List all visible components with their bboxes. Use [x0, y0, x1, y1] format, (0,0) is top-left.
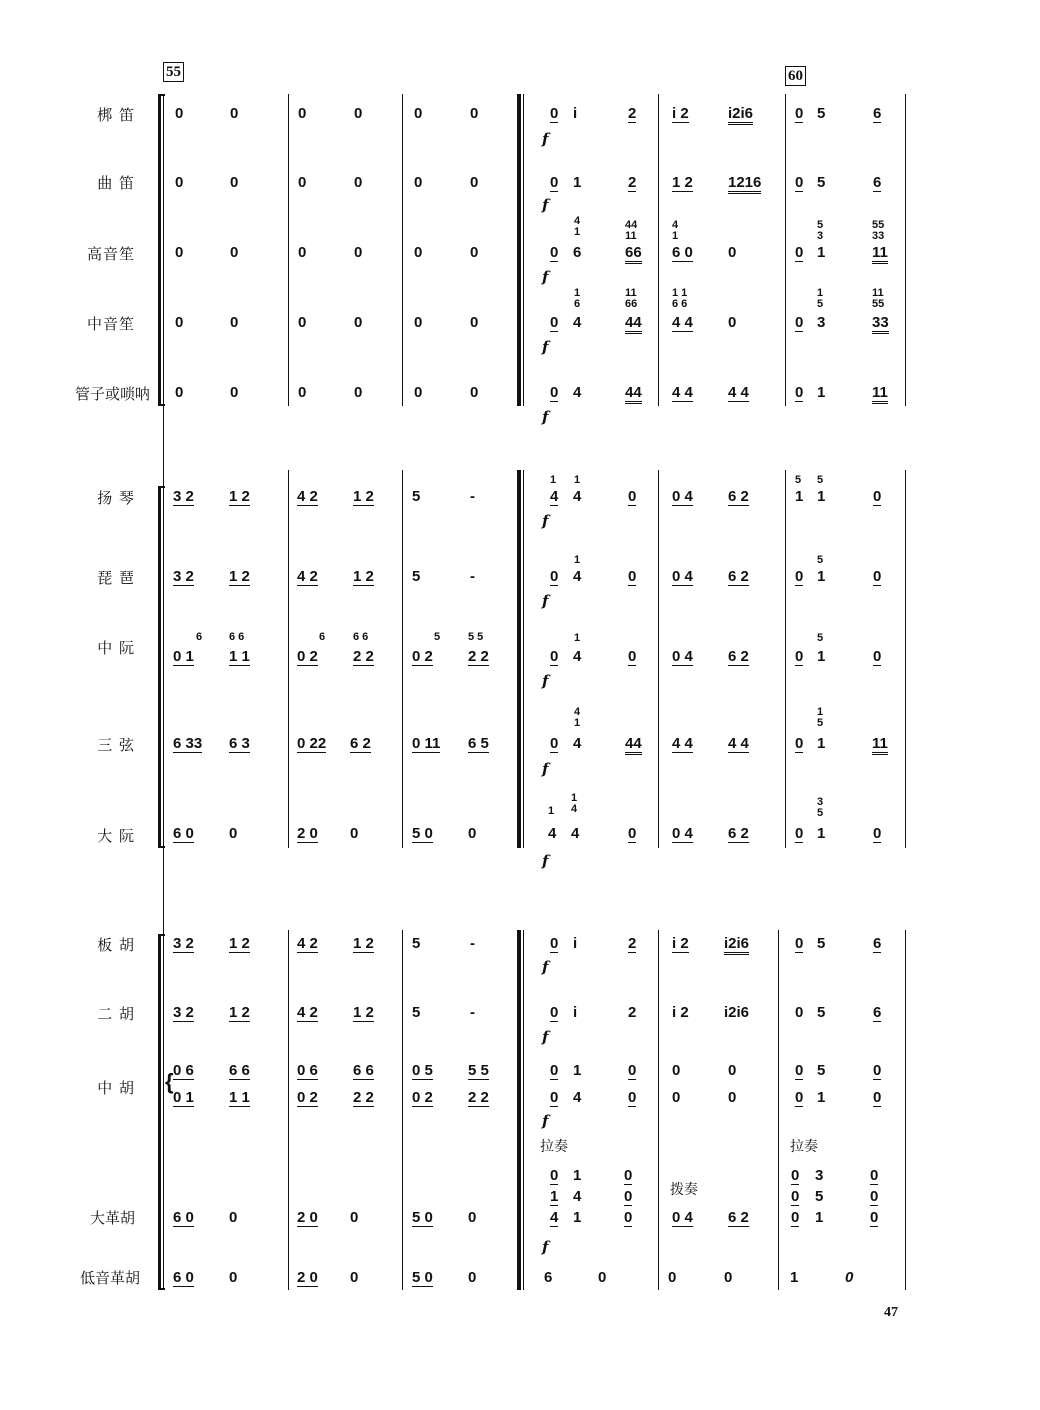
note: 6 3 [229, 735, 250, 752]
note: i 2 [672, 935, 689, 952]
note: 0 6 [173, 1062, 194, 1079]
note: 0 [724, 1269, 733, 1286]
note: 5 [412, 568, 421, 585]
instrument-label-diyingehu: 低音革胡 [79, 1269, 140, 1287]
note: 0 [873, 568, 882, 585]
dynamic-mark: f [542, 592, 549, 610]
note: i2i6 [724, 936, 749, 955]
note: 0 22 [297, 735, 327, 752]
note: 0 [628, 648, 637, 665]
note: 1 [795, 488, 804, 505]
dynamic-mark: f [542, 130, 549, 148]
note: 0 [350, 1269, 359, 1286]
instrument-label-zhonghu: 中 胡 [97, 1079, 135, 1097]
note: 0 [628, 1089, 637, 1106]
note: 11 [872, 245, 888, 264]
note: 6 0 [173, 1269, 194, 1286]
instrument-label-dagehu: 大革胡 [89, 1209, 135, 1227]
note: 0 [550, 1062, 559, 1079]
note: 1 2 [229, 935, 250, 952]
note: 66 [625, 245, 642, 264]
note: 5 [817, 935, 826, 952]
note: 5 [817, 105, 826, 122]
note: 6 [873, 105, 882, 122]
note: - [470, 1004, 475, 1021]
bracket-winds [158, 94, 161, 406]
note: 6 2 [728, 568, 749, 585]
note: 0 [414, 105, 423, 122]
note: 4 [573, 384, 582, 401]
score-page: 55 60 梆 笛 曲 笛 高音笙 中音笙 管子或唢呐 扬 琴 琵 琶 中 阮 三 弦 大 阮 板 胡 二 胡 中 胡 大革胡 低音革胡 0 0 0 0 0 0 0 i 2 i 2 i2i6 0 5 6 f 0 0 0 0 0 0 0 1 2 1 2 1216 0 5 6 f 0 0 0 0 0 0 0 6 66 6 0 0 0 1 11 4 1 44 11 4 1 5 3 55 33 f 0 0 0 0 0 0 0 4 44 4 4 0 0 3 33 1 6 11 66 1 1 6 6 1 5 11 55 f 0 0 0 0 0 0 0 4 44 4 4 4 4 0 1 11 f 3 2 1 2 4 2 1 2 5 - 4 4 0 0 4 6 2 1 1 0 1 1 5 5 f 3 2 1 2 4 2 1 2 5 - 0 4 0 0 4 6 2 0 1 0 1 5 f 0 1 1 1 0 2 2 2 0 2 2 2 0 4 0 0 4 6 2 0 1 0 6 6 6 6 6 6 5 5 5 1 5 f 6 33 6 3 0 22 6 2 0 11 6 5 0 4 44 4 4 4 4 0 1 11 4 1 1 5 f 6 0 0 2 0 0 5 0 0 4 4 0 0 4 6 2 0 1 0 1 1 4 3 5 f 3 2 1 2 4 2 1 2 5 - 0 i 2 i 2 i2i6 0 5 6 f 3 2 1 2 4 2 1 2 5 - 0 i 2 i 2 i2i6 0 5 6 f { 0 6 6 6 0 6 6 6 0 5 5 5 0 1 0 0 0 0 5 0 0 1 1 1 0 2 2 2 0 2 2 2 0 4 0 0 0 0 1 0 f 拉奏 拉奏 拨奏 6 0 0 2 0 0 5 0 0 4 1 0 0 4 6 2 0 1 0 0 1 0 0 3 0 1 4 0 0 5 0 f 6 0 0 2 0 0 5 0 0 6 0 0 0 1 0 47 [0, 0, 1040, 1410]
dynamic-mark: f [542, 1112, 549, 1130]
note: 2 0 [297, 1269, 318, 1286]
note: 2 0 [297, 1209, 318, 1226]
note: 0 [628, 568, 637, 585]
note: 0 [550, 735, 559, 752]
note: 33 [872, 315, 889, 334]
note: 44 [625, 385, 642, 404]
note: 0 [728, 1062, 737, 1079]
instrument-label-sanxian: 三 弦 [97, 736, 135, 754]
note: 0 [624, 1209, 633, 1226]
instrument-label-banhu: 板 胡 [97, 936, 135, 954]
note: 4 [573, 1089, 582, 1106]
instrument-label-pipa: 琵 琶 [97, 569, 135, 587]
note: 0 [550, 648, 559, 665]
dynamic-mark: f [542, 196, 549, 214]
note: 4 4 [728, 735, 749, 752]
note: 0 1 [173, 648, 194, 665]
note: 1 [573, 1062, 582, 1079]
instrument-label-gaoyinsheng: 高音笙 [86, 245, 135, 263]
note: 1 2 [353, 935, 374, 952]
note: 0 [728, 244, 737, 261]
note: 0 [470, 384, 479, 401]
note: 3 2 [173, 568, 194, 585]
note: 6 5 [468, 735, 489, 752]
note: 0 [873, 1062, 882, 1079]
technique-label-bowed: 拉奏 [540, 1139, 568, 1155]
note: 44 [625, 736, 642, 755]
note: i 2 [672, 1004, 689, 1021]
note: 0 [230, 314, 239, 331]
bracket-bowed [158, 934, 161, 1290]
note: 0 [298, 244, 307, 261]
note: 0 6 [297, 1062, 318, 1079]
note: 11 [872, 385, 888, 404]
note: 0 [550, 1167, 559, 1184]
note: 1 [815, 1209, 824, 1226]
note: i [573, 935, 578, 952]
note: 0 [628, 488, 637, 505]
note: 0 4 [672, 488, 693, 505]
note: 5 [817, 1004, 826, 1021]
note: 0 2 [412, 1089, 433, 1106]
note: i 2 [672, 105, 689, 122]
note: 4 2 [297, 488, 318, 505]
note: 0 [795, 1062, 804, 1079]
note: 0 [795, 384, 804, 401]
note: 0 [628, 825, 637, 842]
note: 4 4 [672, 384, 693, 401]
rehearsal-mark-60: 60 [785, 66, 806, 86]
note: 4 2 [297, 935, 318, 952]
note: 0 2 [297, 648, 318, 665]
dynamic-mark: f [542, 408, 549, 426]
note: 0 [414, 244, 423, 261]
note: 0 [795, 935, 804, 952]
note: 6 6 [229, 1062, 250, 1079]
note: 3 2 [173, 1004, 194, 1021]
note: 0 [870, 1167, 879, 1184]
instrument-label-erhu: 二 胡 [97, 1005, 135, 1023]
note: 0 [230, 105, 239, 122]
note: 6 6 [353, 1062, 374, 1079]
instrument-label-zhongruan: 中 阮 [97, 639, 135, 657]
instrument-label-yangqin: 扬 琴 [97, 489, 135, 507]
note: 1 [817, 825, 826, 842]
dynamic-mark: f [542, 852, 549, 870]
note: 0 [672, 1062, 681, 1079]
page-number: 47 [884, 1305, 898, 1320]
note: 0 1 [173, 1089, 194, 1106]
instrument-label-bangdi: 梆 笛 [97, 106, 135, 124]
note: 4 2 [297, 568, 318, 585]
note: 0 [791, 1188, 800, 1205]
note: 6 0 [672, 244, 693, 261]
note: 1 2 [353, 488, 374, 505]
note: 0 [298, 314, 307, 331]
note: 0 [873, 825, 882, 842]
note: 1 1 [229, 1089, 250, 1106]
note: 0 [230, 244, 239, 261]
note: 0 [354, 244, 363, 261]
note: 0 [550, 105, 559, 122]
dynamic-mark: f [542, 268, 549, 286]
instrument-label-guanzi: 管子或唢呐 [74, 385, 150, 403]
note: 4 [573, 568, 582, 585]
bracket-plucked [158, 486, 161, 848]
note: 1 2 [229, 488, 250, 505]
note: 5 [817, 174, 826, 191]
note: 0 4 [672, 568, 693, 585]
note: 0 [354, 105, 363, 122]
note: 2 2 [468, 1089, 489, 1106]
note: 5 [815, 1188, 824, 1205]
note: 0 [672, 1089, 681, 1106]
note: 1 [817, 384, 826, 401]
note: 6 [573, 244, 582, 261]
note: 0 [354, 314, 363, 331]
instrument-label-qudi: 曲 笛 [97, 174, 135, 192]
note: 0 [175, 244, 184, 261]
note: 1 [817, 488, 826, 505]
note: 1 [817, 735, 826, 752]
note: 2 [628, 1004, 637, 1021]
note: 2 [628, 935, 637, 952]
note: 0 [298, 384, 307, 401]
note: 2 [628, 105, 637, 122]
note: 2 0 [297, 825, 318, 842]
dynamic-mark: f [542, 958, 549, 976]
note: 0 [598, 1269, 607, 1286]
note: 0 4 [672, 648, 693, 665]
note: 0 [791, 1209, 800, 1226]
note: 0 [795, 825, 804, 842]
note: 4 4 [672, 735, 693, 752]
note: 0 [728, 314, 737, 331]
note: 0 [354, 384, 363, 401]
note: 0 [350, 825, 359, 842]
note: 0 [550, 314, 559, 331]
note: 0 [550, 244, 559, 261]
note: 0 [550, 935, 559, 952]
note: 1 [573, 1167, 582, 1184]
dynamic-mark: f [542, 1028, 549, 1046]
note: 5 0 [412, 825, 433, 842]
note: 0 [550, 1004, 559, 1021]
note: 1 2 [672, 174, 693, 191]
note: - [470, 568, 475, 585]
note: 0 [354, 174, 363, 191]
note: 0 [845, 1269, 854, 1286]
instrument-label-daruan: 大 阮 [97, 827, 135, 845]
note: i2i6 [728, 106, 753, 125]
note: 4 [573, 1188, 582, 1205]
technique-label-plucked: 拨奏 [670, 1182, 698, 1198]
note: 4 2 [297, 1004, 318, 1021]
dynamic-mark: f [542, 672, 549, 690]
note: 0 [229, 1209, 238, 1226]
note: 5 [412, 1004, 421, 1021]
note: 1 2 [353, 568, 374, 585]
rehearsal-mark-55: 55 [163, 62, 184, 82]
note: 4 [548, 825, 557, 842]
note: 6 2 [728, 825, 749, 842]
note: 4 [573, 488, 582, 505]
note: 0 [175, 384, 184, 401]
note: 5 0 [412, 1209, 433, 1226]
note: 0 [795, 648, 804, 665]
note: 0 [550, 174, 559, 191]
note: 0 [870, 1188, 879, 1205]
note: 1 2 [229, 568, 250, 585]
note: 1 [817, 568, 826, 585]
note: 5 [817, 1062, 826, 1079]
note: 1 1 [229, 648, 250, 665]
note: 0 [870, 1209, 879, 1226]
note: 0 [795, 174, 804, 191]
note: 3 [815, 1167, 824, 1184]
note: 0 [873, 1089, 882, 1106]
note: 0 [550, 1089, 559, 1106]
note: 5 0 [412, 1269, 433, 1286]
note: 4 [550, 488, 559, 505]
note: 2 [628, 174, 637, 191]
note: 1 [817, 244, 826, 261]
note: 0 [795, 314, 804, 331]
note: 0 [791, 1167, 800, 1184]
note: 0 [414, 384, 423, 401]
note: 0 [175, 174, 184, 191]
note: 44 [625, 315, 642, 334]
note: 6 [873, 174, 882, 191]
note: 0 [175, 314, 184, 331]
dynamic-mark: f [542, 512, 549, 530]
note: 4 [571, 825, 580, 842]
dynamic-mark: f [542, 760, 549, 778]
note: 0 [350, 1209, 359, 1226]
note: 6 [873, 935, 882, 952]
note: 1 2 [229, 1004, 250, 1021]
note: 2 2 [468, 648, 489, 665]
note: - [470, 488, 475, 505]
note: 6 [873, 1004, 882, 1021]
note: 5 [412, 488, 421, 505]
note: 4 [573, 735, 582, 752]
note: 5 [412, 935, 421, 952]
note: 0 11 [412, 735, 441, 752]
note: 0 [470, 105, 479, 122]
note: 0 [230, 384, 239, 401]
note: 0 [873, 648, 882, 665]
note: 0 [668, 1269, 677, 1286]
note: 1216 [728, 175, 761, 194]
note: 4 [573, 648, 582, 665]
note: 0 [230, 174, 239, 191]
note: 3 2 [173, 935, 194, 952]
note: 0 [298, 105, 307, 122]
note: 1 [573, 1209, 582, 1226]
note: 0 5 [412, 1062, 433, 1079]
note: i [573, 105, 578, 122]
note: 1 [550, 1188, 559, 1205]
note: 1 [817, 1089, 826, 1106]
note: 0 [414, 314, 423, 331]
note: 0 [795, 568, 804, 585]
note: 6 0 [173, 1209, 194, 1226]
note: 6 2 [728, 488, 749, 505]
note: 1 2 [353, 1004, 374, 1021]
note: 0 4 [672, 825, 693, 842]
note: 6 2 [728, 1209, 749, 1226]
note: i2i6 [724, 1004, 750, 1021]
note: 0 [550, 384, 559, 401]
note: 0 [414, 174, 423, 191]
note: 4 [550, 1209, 559, 1226]
note: 0 2 [412, 648, 433, 665]
note: 0 [470, 244, 479, 261]
note: 2 2 [353, 648, 374, 665]
note: 3 2 [173, 488, 194, 505]
note: 0 [728, 1089, 737, 1106]
note: 0 [470, 314, 479, 331]
note: 2 2 [353, 1089, 374, 1106]
note: 0 [550, 568, 559, 585]
note: 0 [229, 1269, 238, 1286]
note: 4 4 [672, 314, 693, 331]
note: 6 33 [173, 735, 203, 752]
note: 0 [795, 105, 804, 122]
note: 0 [795, 1089, 804, 1106]
note: 0 [795, 735, 804, 752]
note: - [470, 935, 475, 952]
note: 4 4 [728, 384, 749, 401]
note: 0 [624, 1188, 633, 1205]
note: 4 [573, 314, 582, 331]
note: 0 [873, 488, 882, 505]
note: 0 [175, 105, 184, 122]
note: 0 [628, 1062, 637, 1079]
technique-label-bowed: 拉奏 [790, 1139, 818, 1155]
note: 0 [468, 1269, 477, 1286]
note: 6 0 [173, 825, 194, 842]
note: 0 [624, 1167, 633, 1184]
note: 0 4 [672, 1209, 693, 1226]
system-line [163, 94, 164, 1290]
note: 6 2 [728, 648, 749, 665]
note: 3 [817, 314, 826, 331]
note: 1 [817, 648, 826, 665]
dynamic-mark: f [542, 1238, 549, 1256]
note: 6 2 [350, 735, 371, 752]
note: 0 [795, 1004, 804, 1021]
note: 1 [573, 174, 582, 191]
note: 0 [298, 174, 307, 191]
note: 6 [544, 1269, 553, 1286]
note: 1 [790, 1269, 799, 1286]
note: 11 [872, 736, 888, 755]
note: 0 [468, 825, 477, 842]
dynamic-mark: f [542, 338, 549, 356]
instrument-label-zhongyinsheng: 中音笙 [86, 315, 135, 333]
note: 0 [795, 244, 804, 261]
note: i [573, 1004, 578, 1021]
note: 0 [468, 1209, 477, 1226]
note: 5 5 [468, 1062, 489, 1079]
note: 0 [470, 174, 479, 191]
note: 0 2 [297, 1089, 318, 1106]
note: 0 [229, 825, 238, 842]
